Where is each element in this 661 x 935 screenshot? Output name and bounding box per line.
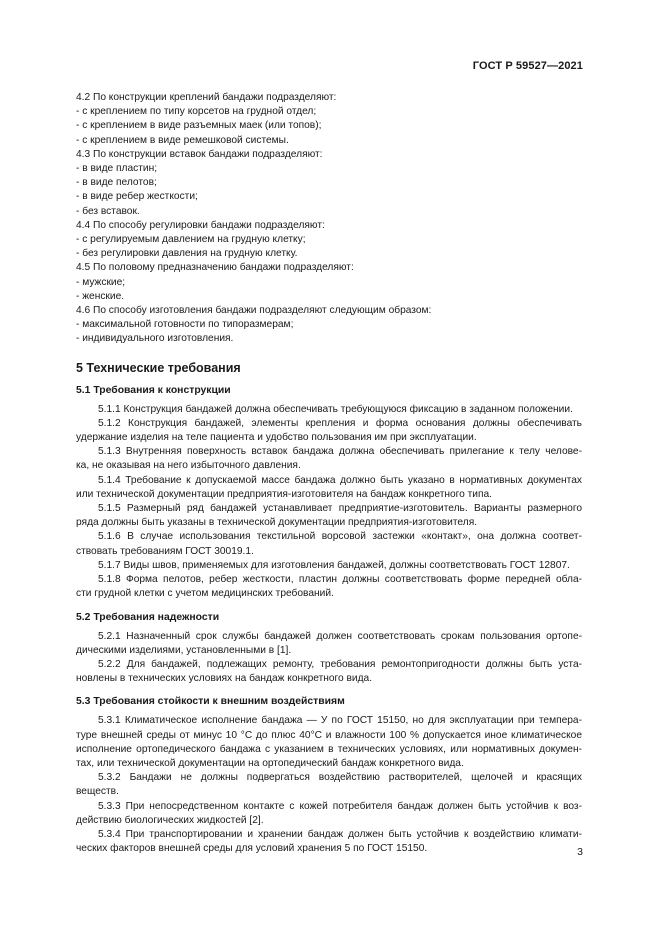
paragraph-line: 5.2.1 Назначенный срок службы бандажей должен соответствовать срокам пользования ортопе- xyxy=(98,630,582,642)
paragraph xyxy=(76,714,582,771)
paragraph-line: 5.3.1 Климатическое исполнение бандажа — У по ГОСТ 15150, но для эксплуатации при темпера- xyxy=(98,715,582,727)
paragraph-line: ческих факторов внешней среды для условий хранения 5 по ГОСТ 15150. xyxy=(76,843,428,855)
paragraph-line: сти грудной клетки с учетом медицинских требований. xyxy=(76,588,334,600)
list-line: 4.6 По способу изготовления бандажи подразделяют следующим образом: xyxy=(76,305,432,317)
page-number: 3 xyxy=(577,846,583,858)
classification-list xyxy=(76,91,582,347)
section-5-2-body xyxy=(76,630,582,687)
list-line: 4.3 По конструкции вставок бандажи подразделяют: xyxy=(76,148,323,160)
list-line: - мужские; xyxy=(76,276,126,288)
paragraph-line: дическими изделиями, установленными в [1]. xyxy=(76,644,292,656)
paragraph-line: 5.1.7 Виды швов, применяемых для изготовления бандажей, должны соответствовать ГОСТ 12807. xyxy=(98,559,570,571)
paragraph xyxy=(76,445,582,473)
section-5-3-title: 5.3 Требования стойкости к внешним воздействиям xyxy=(76,696,345,708)
paragraph-line: веществ. xyxy=(76,786,119,798)
list-line: - с креплением в виде ремешковой системы. xyxy=(76,134,289,146)
paragraph-line: ка, не оказывая на него избыточного давления. xyxy=(76,460,301,472)
paragraph-line: 5.3.3 При непосредственном контакте с кожей потребителя бандаж должен быть устойчив к воз- xyxy=(98,800,582,812)
list-line: - максимальной готовности по типоразмерам; xyxy=(76,319,294,331)
paragraph xyxy=(76,800,582,828)
list-line: - с креплением по типу корсетов на грудной отдел; xyxy=(76,106,317,118)
list-line: - без вставок. xyxy=(76,205,140,217)
paragraph-line: или технической документации предприятия-изготовителя на бандаж конкретного типа. xyxy=(76,488,493,500)
section-5-title: 5 Технические требования xyxy=(76,360,241,375)
paragraph-line: 5.1.8 Форма пелотов, ребер жесткости, пластин должны соответствовать форме передней обла- xyxy=(98,574,582,586)
list-line: - с креплением в виде разъемных маек (или топов); xyxy=(76,120,322,132)
paragraph-line: ствовать требованиям ГОСТ 30019.1. xyxy=(76,545,254,557)
section-5-1-body xyxy=(76,403,582,602)
list-line: - индивидуального изготовления. xyxy=(76,333,234,345)
paragraph-line: исполнение ортопедического бандажа с указанием в технических условиях, или нормативных докумен- xyxy=(76,743,582,755)
paragraph-line: 5.3.4 При транспортировании и хранении бандаж должен быть устойчив к воздействию климати- xyxy=(98,828,582,840)
paragraph xyxy=(76,474,582,502)
list-line: 4.2 По конструкции креплений бандажи подразделяют: xyxy=(76,92,337,103)
list-line: - с регулируемым давлением на грудную клетку; xyxy=(76,234,306,246)
paragraph xyxy=(76,502,582,530)
paragraph-line: 5.1.5 Размерный ряд бандажей устанавливает предприятие-изготовитель. Варианты размерного xyxy=(98,503,582,515)
section-5-3-body xyxy=(76,714,582,856)
paragraph-line: 5.1.2 Конструкция бандажей, элементы крепления и форма основания должны обеспечивать xyxy=(98,417,582,429)
paragraph-line: 5.1.6 В случае использования текстильной ворсовой застежки «контакт», она должна соответ- xyxy=(98,531,582,543)
paragraph-line: 5.1.3 Внутренняя поверхность вставок бандажа должна обеспечивать прилегание к телу челове- xyxy=(98,446,582,458)
paragraph-line: тах, или технической документации на ортопедический бандаж конкретного вида. xyxy=(76,757,464,769)
paragraph-line: туре внешней среды от минус 10 °С до плюс 40°С и влажности 100 % допускается иное климатическое xyxy=(76,729,582,741)
paragraph xyxy=(76,573,582,601)
list-line: - женские. xyxy=(76,290,125,302)
paragraph-line: 5.2.2 Для бандажей, подлежащих ремонту, требования ремонтопригодности должны быть уста- xyxy=(98,658,582,670)
paragraph xyxy=(76,559,582,573)
paragraph xyxy=(76,403,582,417)
paragraph xyxy=(76,630,582,658)
section-5-1-title: 5.1 Требования к конструкции xyxy=(76,384,231,396)
list-line: - в виде пелотов; xyxy=(76,177,157,189)
list-line: - в виде пластин; xyxy=(76,163,158,175)
paragraph-line: удержание изделия на теле пациента и удобство пользования им при эксплуатации. xyxy=(76,432,477,444)
paragraph-line: действию биологических жидкостей [2]. xyxy=(76,814,264,826)
list-line: - в виде ребер жесткости; xyxy=(76,191,198,203)
section-5-2-title: 5.2 Требования надежности xyxy=(76,611,220,623)
paragraph xyxy=(76,771,582,799)
paragraph-line: ряда должны быть указаны в технической документации предприятия-изготовителя. xyxy=(76,517,478,529)
page-content xyxy=(76,91,582,856)
list-line: 4.4 По способу регулировки бандажи подразделяют: xyxy=(76,219,325,231)
paragraph xyxy=(76,658,582,686)
paragraph-line: 5.3.2 Бандажи не должны подвергаться воздействию растворителей, щелочей и красящих xyxy=(98,772,582,784)
paragraph xyxy=(76,417,582,445)
paragraph xyxy=(76,828,582,856)
paragraph-line: новлены в технических условиях на бандаж конкретного вида. xyxy=(76,673,373,685)
paragraph-line: 5.1.1 Конструкция бандажей должна обеспечивать требующуюся фиксацию в заданном положении. xyxy=(98,403,573,415)
list-line: 4.5 По половому предназначению бандажи подразделяют: xyxy=(76,262,354,274)
document-id: ГОСТ Р 59527—2021 xyxy=(472,60,583,72)
paragraph xyxy=(76,530,582,558)
list-line: - без регулировки давления на грудную клетку. xyxy=(76,248,298,260)
paragraph-line: 5.1.4 Требование к допускаемой массе бандажа должно быть указано в нормативных документах xyxy=(98,474,582,486)
